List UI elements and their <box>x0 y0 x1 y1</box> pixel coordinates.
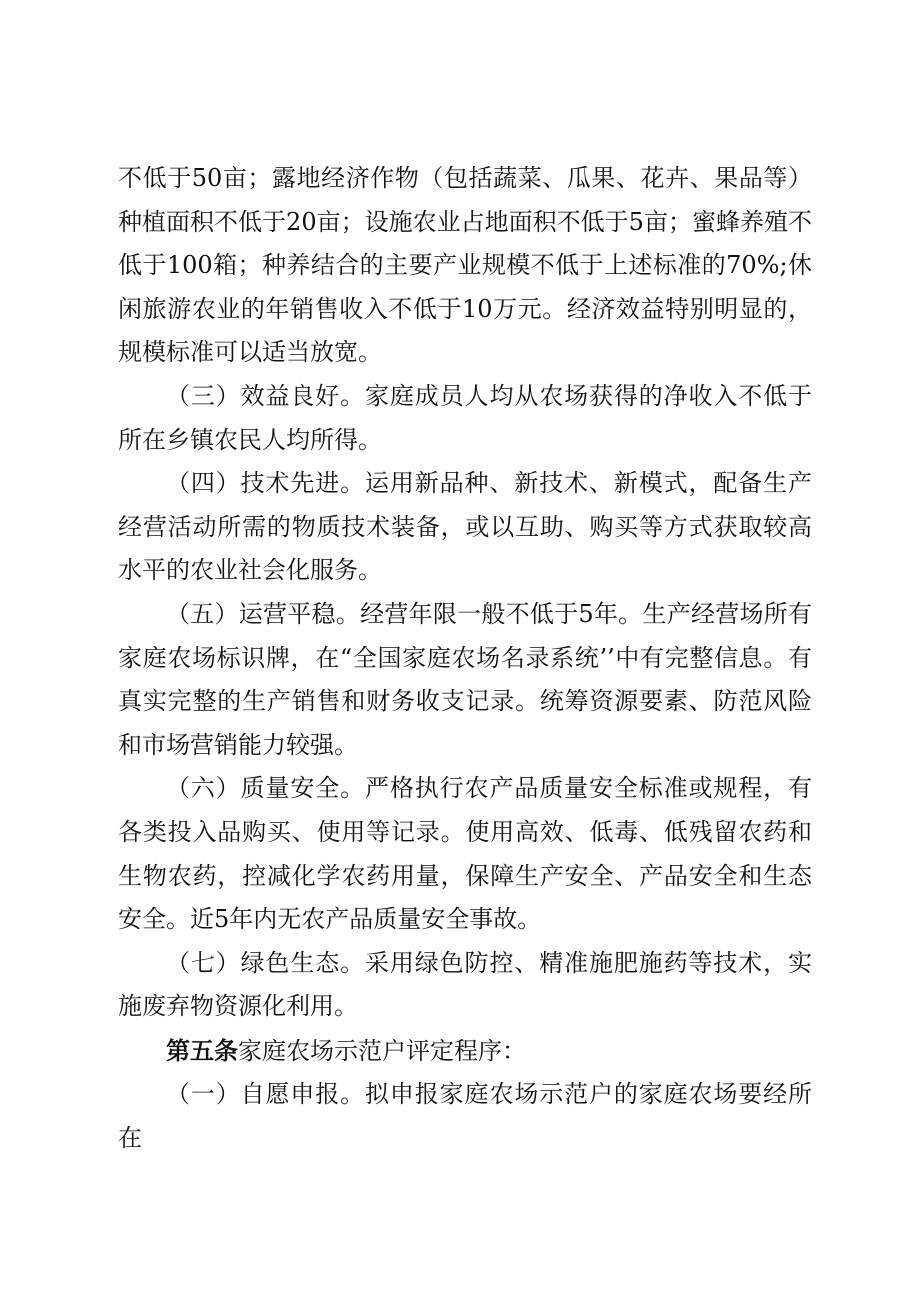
paragraph-scale-standards: 不低于50亩；露地经济作物（包括蔬菜、瓜果、花卉、果品等）种植面积不低于20亩；设施农业占地面积不低于5亩；蜜蜂养殖不低于100箱；种养结合的主要产业规模不低于上述标准的70%;休闲旅游农业的年销售收入不低于10万元。经济效益特别明显的，规模标准可以适当放宽。 <box>118 164 812 367</box>
paragraph-quality-safety: （六）质量安全。严格执行农产品质量安全标准或规程，有各类投入品购买、使用等记录。使用高效、低毒、低残留农药和生物农药，控减化学农药用量，保障生产安全、产品安全和生态安全。近5年内无农产品质量安全事故。 <box>118 774 812 934</box>
paragraph-green-ecology: （七）绿色生态。采用绿色防控、精准施肥施药等技术，实施废弃物资源化利用。 <box>118 948 812 1021</box>
article-five-heading <box>118 1029 812 1074</box>
paragraph-voluntary-application: （一）自愿申报。拟申报家庭农场示范户的家庭农场要经所在 <box>118 1080 812 1153</box>
paragraph-technology: （四）技术先进。运用新品种、新技术、新模式，配备生产经营活动所需的物质技术装备，或以互助、购买等方式获取较高水平的农业社会化服务。 <box>118 469 812 585</box>
article-five-text: 家庭农场示范户评定程序： <box>238 1036 526 1065</box>
paragraph-operation: （五）运营平稳。经营年限一般不低于5年。生产经营场所有家庭农场标识牌，在“全国家庭农场名录系统’’中有完整信息。有真实完整的生产销售和财务收支记录。统筹资源要素、防范风险和市场营销能力较强。 <box>118 599 812 759</box>
paragraph-benefit: （三）效益良好。家庭成员人均从农场获得的净收入不低于所在乡镇农民人均所得。 <box>118 381 812 454</box>
article-five-label: 第五条 <box>166 1035 238 1065</box>
document-body <box>118 157 812 1161</box>
